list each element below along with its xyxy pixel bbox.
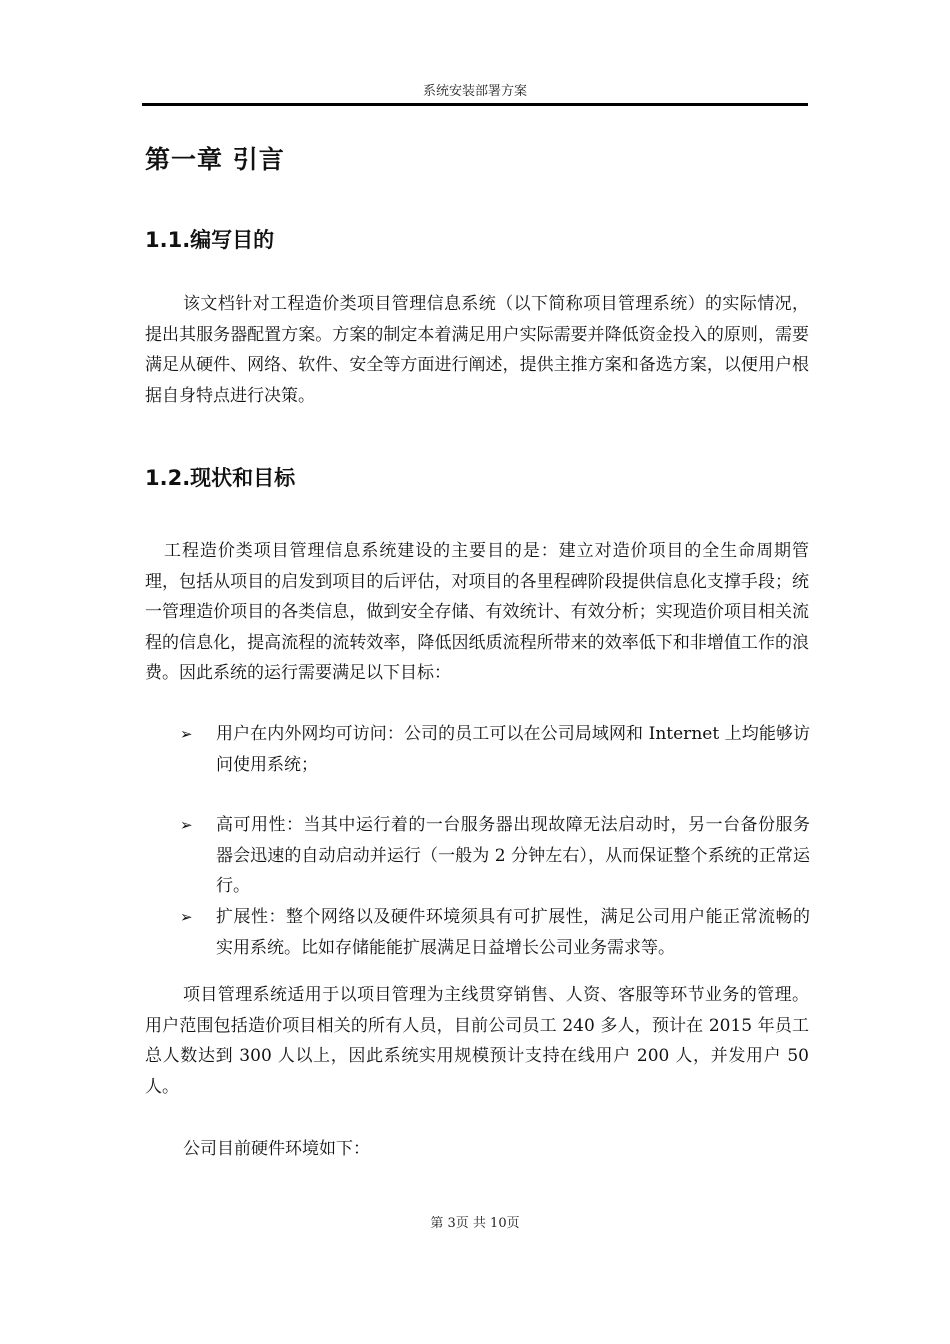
paragraph-status-goals: 工程造价类项目管理信息系统建设的主要目的是：建立对造价项目的全生命周期管理，包括从项目的启发到项目的后评估，对项目的各里程碑阶段提供信息化支撑手段；统一管理造价项目的各类信息，做到安全存储、有效统计、有效分析；实现造价项目相关流程的信息化，提高流程的流转效率，降低因纸质流程所带来的效率低下和非增值工作的浪费。因此系统的运行需要满足以下目标： <box>145 541 809 683</box>
paragraph-hardware-intro: 公司目前硬件环境如下： <box>183 1139 370 1159</box>
arrow-bullet-icon: ➢ <box>180 725 193 743</box>
paragraph-purpose: 该文档针对工程造价类项目管理信息系统（以下简称项目管理系统）的实际情况，提出其服务器配置方案。方案的制定本着满足用户实际需要并降低资金投入的原则，需要满足从硬件、网络、软件、安全等方面进行阐述，提供主推方案和备选方案，以便用户根据自身特点进行决策。 <box>145 294 809 406</box>
bullet-item-scalability <box>180 902 810 963</box>
section-title-1-2: 1.2.现状和目标 <box>145 466 296 490</box>
paragraph-scope: 项目管理系统适用于以项目管理为主线贯穿销售、人资、客服等环节业务的管理。用户范围包括造价项目相关的所有人员，目前公司员工 240 多人，预计在 2015 年员工总人数达到 300 人以上，因此系统实用规模预计支持在线用户 200 人，并发用户 50 人。 <box>145 985 809 1097</box>
bullet-item-availability <box>180 810 810 902</box>
arrow-bullet-icon: ➢ <box>180 908 193 926</box>
bullet-text: 高可用性：当其中运行着的一台服务器出现故障无法启动时，另一台备份服务器会迅速的自动启动并运行（一般为 2 分钟左右），从而保证整个系统的正常运行。 <box>216 815 810 896</box>
arrow-bullet-icon: ➢ <box>180 816 193 834</box>
bullet-item-access <box>180 719 810 780</box>
header-divider <box>142 103 808 106</box>
page-header: 系统安装部署方案 <box>422 84 527 99</box>
page-footer: 第 3页 共 10页 <box>430 1216 520 1231</box>
chapter-title: 第一章 引言 <box>145 145 285 174</box>
bullet-text: 扩展性：整个网络以及硬件环境须具有可扩展性，满足公司用户能正常流畅的实用系统。比如存储能能扩展满足日益增长公司业务需求等。 <box>216 907 810 958</box>
section-title-1-1: 1.1.编写目的 <box>145 228 275 252</box>
bullet-text: 用户在内外网均可访问：公司的员工可以在公司局域网和 Internet 上均能够访问使用系统； <box>216 724 810 775</box>
